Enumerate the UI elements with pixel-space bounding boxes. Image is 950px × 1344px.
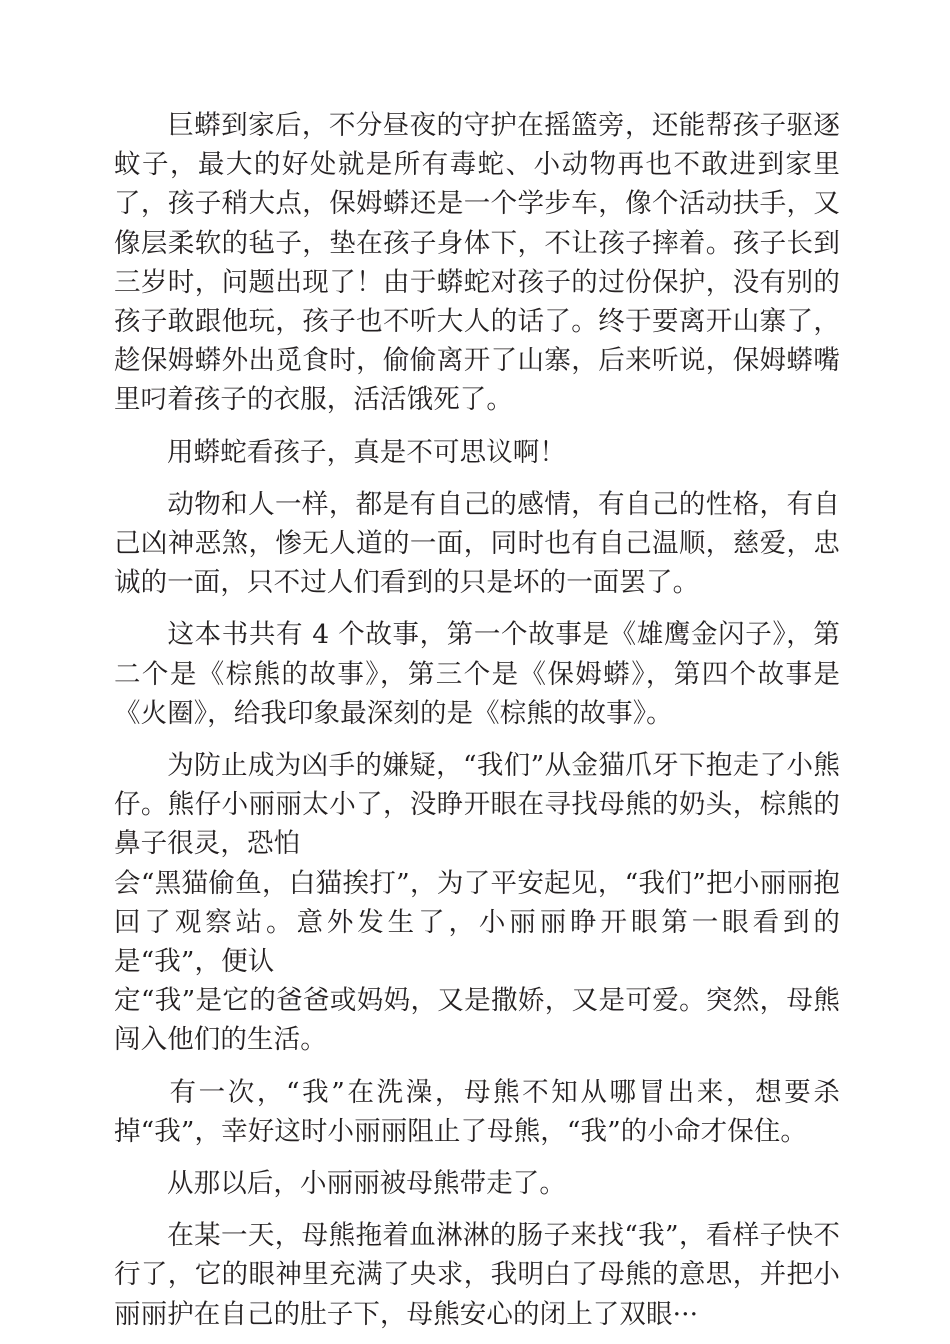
paragraph-5-text-1: 为防止成为凶手的嫌疑，“我们”从金猫爪牙下抱走了小熊仔。熊仔小丽丽太小了，没睁开眼在寻找母熊的奶头，棕熊的鼻子很灵，恐怕 — [114, 750, 840, 860]
paragraph-3-text: 动物和人一样，都是有自己的感情，有自己的性格，有自己凶神恶煞，惨无人道的一面，同时也有自己温顺，慈爱，忠诚的一面，只不过人们看到的只是坏的一面罢了。 — [114, 488, 840, 599]
paragraph-2-text: 用蟒蛇看孩子，真是不可思议啊！ — [167, 436, 566, 468]
paragraph-5-segment-2 — [114, 864, 840, 982]
paragraph-2 — [114, 433, 840, 472]
paragraph-4 — [114, 615, 840, 733]
paragraph-6 — [114, 1073, 840, 1151]
paragraph-1-text: 巨蟒到家后，不分昼夜的守护在摇篮旁，还能帮孩子驱逐蚊子，最大的好处就是所有毒蛇、小动物再也不敢进到家里了，孩子稍大点，保姆蟒还是一个学步车，像个活动扶手，又像层柔软的毡子，垫在孩子身体下，不让孩子摔着。孩子长到三岁时，问题出现了！由于蟒蛇对孩子的过份保护，没有别的孩子敢跟他玩，孩子也不听大人的话了。终于要离开山寨了，趁保姆蟒外出觅食时，偷偷离开了山寨，后来听说，保姆蟒嘴里叼着孩子的衣服，活活饿死了。 — [114, 110, 840, 416]
paragraph-4-text: 这本书共有 4 个故事，第一个故事是《雄鹰金闪子》，第二个是《棕熊的故事》，第三个是《保姆蟒》，第四个故事是《火圈》，给我印象最深刻的是《棕熊的故事》。 — [114, 619, 840, 729]
paragraph-7-text: 从那以后，小丽丽被母熊带走了。 — [167, 1168, 566, 1200]
paragraph-6-text: 有一次，“我”在洗澡，母熊不知从哪冒出来，想要杀掉“我”，幸好这时小丽丽阻止了母熊，“我”的小命才保住。 — [114, 1076, 840, 1147]
document-text-body — [114, 106, 840, 1344]
paragraph-5-text-2: 会“黑猫偷鱼，白猫挨打”，为了平安起见，“我们”把小丽丽抱回了观察站。意外发生了，小丽丽睁开眼第一眼看到的是“我”，便认 — [114, 867, 840, 978]
paragraph-5-text-3: 定“我”是它的爸爸或妈妈，又是撒娇，又是可爱。突然，母熊闯入他们的生活。 — [114, 985, 840, 1056]
paragraph-5-segment-3 — [114, 981, 840, 1059]
paragraph-1 — [114, 106, 840, 420]
paragraph-8-text: 在某一天，母熊拖着血淋淋的肠子来找“我”，看样子快不行了，它的眼神里充满了央求，我明白了母熊的意思，并把小丽丽护在自己的肚子下，母熊安心的闭上了双眼··· — [114, 1220, 840, 1330]
paragraph-3 — [114, 485, 840, 603]
paragraph-5-segment-1 — [114, 746, 840, 864]
paragraph-5 — [114, 746, 840, 1060]
paragraph-8 — [114, 1216, 840, 1334]
paragraph-7 — [114, 1164, 840, 1203]
